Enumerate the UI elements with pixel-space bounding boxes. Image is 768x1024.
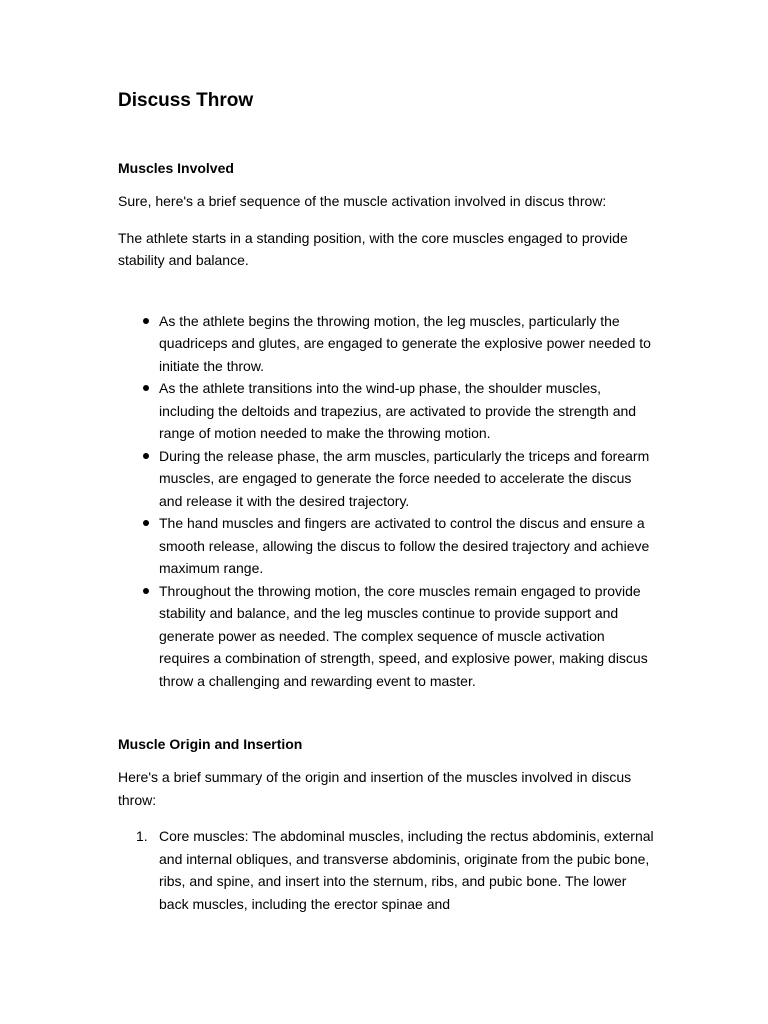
bullet-dot-icon — [143, 318, 149, 324]
bullet-text: The hand muscles and fingers are activated to control the discus and ensure a smooth release, allowing the discus to follow the desired trajectory and achieve maximum range. — [159, 515, 650, 576]
bullet-text: Throughout the throwing motion, the core muscles remain engaged to provide stability and balance, and the leg muscles continue to provide support and generate power as needed. The complex sequence of muscle activation requires a combination of strength, speed, and explosive power, making discus throw a challenging and rewarding event to master. — [159, 582, 648, 689]
section-intro-paragraph: Sure, here's a brief sequence of the muscle activation involved in discus throw: — [118, 193, 607, 209]
bullet-item — [118, 512, 658, 580]
document-title: Discuss Throw — [118, 90, 254, 111]
bullet-item — [118, 580, 658, 693]
numbered-item-text: Core muscles: The abdominal muscles, including the rectus abdominis, external and internal obliques, and transverse abdominis, originate from the pubic bone, ribs, and spine, and insert into the sternum, ribs, and pubic bone. The lower back muscles, including the erector spinae and — [159, 828, 654, 912]
bullet-dot-icon — [143, 588, 149, 594]
document-content — [118, 88, 658, 915]
bullet-text: As the athlete begins the throwing motion, the leg muscles, particularly the quadriceps and glutes, are engaged to generate the explosive power needed to initiate the throw. — [159, 312, 651, 374]
section-heading-muscles-involved: Muscles Involved — [118, 160, 234, 176]
bullet-item — [118, 377, 658, 445]
bullet-dot-icon — [143, 520, 149, 526]
bullet-item — [118, 445, 658, 513]
bullet-dot-icon — [143, 385, 149, 391]
numbered-item — [118, 825, 658, 915]
bullet-item — [118, 310, 658, 378]
origin-insertion-intro-paragraph: Here's a brief summary of the origin and insertion of the muscles involved in discus throw: — [118, 769, 632, 808]
bullet-text: During the release phase, the arm muscles, particularly the triceps and forearm muscles, are engaged to generate the force needed to accelerate the discus and release it with the desired trajectory. — [159, 447, 650, 509]
starting-position-paragraph: The athlete starts in a standing position, with the core muscles engaged to provide stability and balance. — [118, 229, 628, 268]
item-number: 1. — [136, 828, 148, 844]
bullet-dot-icon — [143, 453, 149, 459]
origin-insertion-numbered-list — [118, 825, 658, 915]
muscle-activation-bullet-list — [118, 310, 658, 693]
section-heading-origin-insertion: Muscle Origin and Insertion — [118, 736, 303, 752]
bullet-text: As the athlete transitions into the wind-up phase, the shoulder muscles, including the deltoids and trapezius, are activated to provide the strength and range of motion needed to make the throwing motion. — [159, 380, 637, 441]
